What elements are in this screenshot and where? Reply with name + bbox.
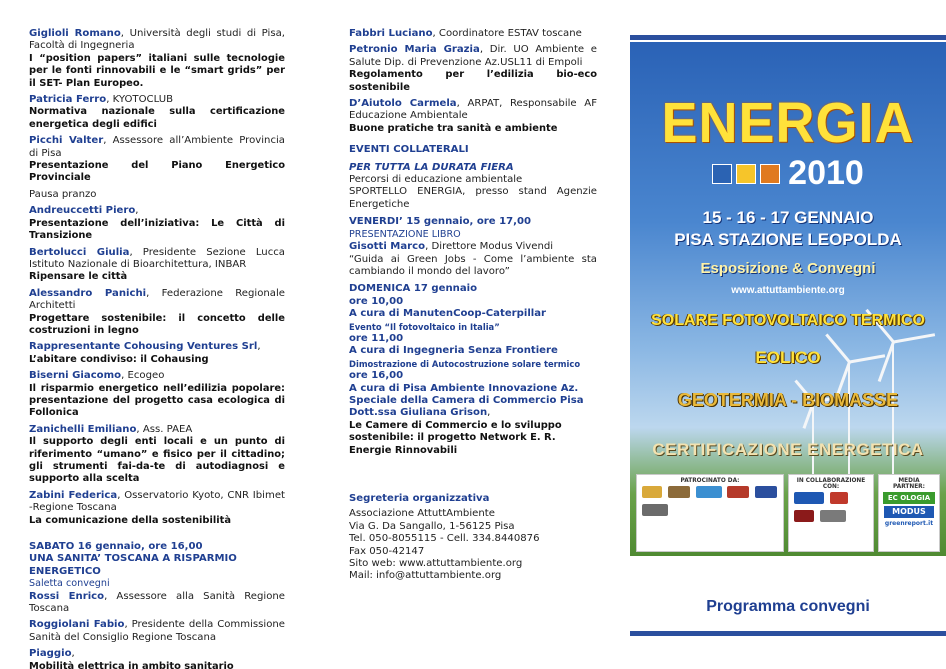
speaker-line: [349, 98, 597, 123]
speaker-entry: [29, 619, 285, 644]
fiera-line: Percorsi di educazione ambientale: [349, 174, 523, 186]
coat-of-arms-icon: [642, 486, 662, 498]
saturday-room: Saletta convegni: [29, 578, 110, 590]
contact-line[interactable]: Sito web: www.attuttambiente.org: [349, 558, 523, 570]
talk-title: Normativa nazionale sulla certificazione energetica degli edifici: [29, 106, 285, 130]
cover-website[interactable]: www.attuttambiente.org: [731, 285, 845, 296]
speaker-entry: [29, 591, 285, 616]
speaker-role: , Assessore alla Sanità Regione Toscana: [29, 590, 286, 615]
patrocinio-label: PATROCINATO DA:: [680, 478, 740, 484]
sunday-heading: DOMENICA 17 gennaio: [349, 283, 478, 295]
speaker-line: [29, 591, 285, 616]
contact-line: Associazione AttuttAmbiente: [349, 508, 495, 520]
slot-time: ore 10,00: [349, 295, 404, 307]
speaker-line: [349, 44, 597, 69]
patrocinio-box: [636, 474, 784, 552]
speaker-entry: [29, 247, 285, 284]
slot-detail: Evento “Il fotovoltaico in Italia”: [349, 321, 500, 332]
speaker-role: ,: [135, 205, 139, 217]
speaker-entry: [349, 98, 597, 135]
partner-logo-icon: [794, 510, 814, 522]
speaker-line: [29, 288, 285, 313]
talk-title: Mobilità elettrica in ambito sanitario: [29, 660, 234, 669]
book-title: “Guida ai Green Jobs - Come l’ambiente sta cambiando il mondo del lavoro”: [349, 253, 597, 277]
cover-year: 2010: [788, 154, 864, 192]
contact-line[interactable]: Mail: info@attuttambiente.org: [349, 570, 502, 582]
talk-title: I “position papers” italiani sulle tecnologie per le fonti rinnovabili e le “smart grids” per il SET- Plan Europeo.: [29, 52, 285, 89]
speaker-entry: [29, 135, 285, 185]
speaker-line: [349, 407, 597, 419]
turbine-blade: [893, 333, 935, 343]
cover-place: PISA STAZIONE LEOPOLDA: [674, 230, 902, 249]
speaker-line: [29, 619, 285, 644]
talk-title: La comunicazione della sostenibilità: [29, 514, 231, 526]
talk-title: Le Camere di Commercio e lo sviluppo sostenibile: il progetto Network E. R. Energie Rinnovabili: [349, 419, 562, 456]
ecologia-logo: EC OLOGIA: [883, 492, 935, 504]
speaker-line: [29, 205, 285, 217]
speaker-entry: [29, 205, 285, 242]
cover-year-row: [630, 154, 946, 193]
speaker-line: [349, 241, 597, 253]
speaker-name: Rossi Enrico: [29, 590, 105, 602]
speaker-line: [29, 370, 285, 382]
pause-label: Pausa pranzo: [29, 188, 97, 200]
topic-eolico: EOLICO: [755, 348, 821, 367]
speaker-name: Bertolucci Giulia: [29, 246, 130, 258]
speaker-line: [29, 648, 285, 660]
topic-geotermia: GEOTERMIA - BIOMASSE: [677, 390, 899, 410]
slot-time: ore 11,00: [349, 332, 404, 344]
wind-icon: [712, 164, 732, 184]
talk-title: Il risparmio energetico nell’edilizia popolare: presentazione del progetto casa ecologica di Follonica: [29, 382, 285, 419]
speaker-name: Zabini Federica: [29, 489, 118, 501]
speaker-line: [29, 135, 285, 160]
talk-title: Presentazione dell’iniziativa: Le Città di Transizione: [29, 217, 285, 242]
speaker-role: ,: [487, 407, 491, 419]
speaker-entry: [29, 424, 285, 486]
speaker-line: [29, 247, 285, 272]
cover-expo: Esposizione & Convegni: [700, 260, 876, 277]
cover-top-rule: [630, 35, 946, 40]
slot-organizer: A cura di ManutenCoop-Caterpillar: [349, 308, 547, 320]
speaker-entry: [29, 94, 285, 131]
slot-time: ore 16,00: [349, 370, 404, 382]
acb-logo-icon: [755, 486, 777, 498]
speaker-name: Roggiolani Fabio: [29, 619, 125, 631]
speaker-role: , Direttore Modus Vivendi: [425, 241, 554, 253]
camera-commercio-logo-icon: [642, 504, 668, 516]
topic-solar: SOLARE FOTOVOLTAICO TERMICO: [651, 312, 925, 329]
cover-panel: [630, 42, 946, 556]
media-partner-label: MEDIA PARTNER:: [893, 478, 925, 490]
speaker-entry: [29, 288, 285, 338]
speaker-role: , Dir. UO Ambiente e Salute Dip. di Prevenzione Az.USL11 di Empoli: [349, 44, 597, 68]
speaker-name: Petronio Maria Grazia: [349, 44, 480, 56]
speaker-role: , Osservatorio Kyoto, CNR Ibimet -Regione Toscana: [29, 489, 285, 514]
speaker-name: Fabbri Luciano: [349, 28, 433, 39]
cover-bottom-rule: [630, 631, 946, 636]
segreteria-heading: Segreteria organizzativa: [349, 493, 490, 504]
media-partner-box: [878, 474, 940, 552]
speaker-name: Rappresentante Cohousing Ventures Srl: [29, 341, 258, 353]
contact-line: Via G. Da Sangallo, 1-56125 Pisa: [349, 520, 515, 532]
fiera-heading: PER TUTTA LA DURATA FIERA: [349, 161, 514, 173]
eventi-heading: EVENTI COLLATERALI: [349, 144, 469, 156]
sponsor-logos: [636, 474, 940, 552]
friday-sub: PRESENTAZIONE LIBRO: [349, 228, 461, 240]
cover-title: ENERGIA: [661, 91, 915, 155]
speaker-role: , Ecogeo: [121, 370, 165, 382]
saturday-subtitle: UNA SANITA’ TOSCANA A RISPARMIO ENERGETICO: [29, 553, 237, 577]
sun-icon: [736, 164, 756, 184]
talk-title: Progettare sostenibile: il concetto delle costruzioni in legno: [29, 312, 285, 336]
speaker-role: , Federazione Regionale Architetti: [29, 287, 285, 312]
speaker-role: , Presidente della Commissione Sanità del Consiglio Regione Toscana: [29, 619, 285, 643]
partner-logo-icon: [820, 510, 846, 522]
talk-title: L’abitare condiviso: il Cohausing: [29, 353, 209, 365]
speaker-role: , KYOTOCLUB: [106, 94, 174, 106]
modus-logo: MODUS: [884, 506, 934, 518]
speaker-name: Patricia Ferro: [29, 94, 107, 106]
greenreport-logo: greenreport.it: [884, 520, 934, 527]
kyotoclub-logo-icon: [696, 486, 722, 498]
cover-dates: 15 - 16 - 17 GENNAIO: [702, 208, 874, 227]
contact-line: Tel. 050-8055115 - Cell. 334.8440876: [349, 533, 540, 545]
speaker-entry: [29, 370, 285, 420]
talk-title: Ripensare le città: [29, 271, 128, 283]
topic-certificazione: CERTIFICAZIONE ENERGETICA: [652, 440, 924, 459]
slot-organizer: A cura di Pisa Ambiente Innovazione Az. Speciale della Camera di Commercio Pisa: [349, 382, 584, 406]
speaker-name: D’Aiutolo Carmela: [349, 98, 457, 110]
fiera-line: SPORTELLO ENERGIA, presso stand Agenzie Energetiche: [349, 186, 597, 210]
ministry-logo-icon: [668, 486, 690, 498]
speaker-entry: [29, 189, 285, 201]
talk-title: Presentazione del Piano Energetico Provinciale: [29, 160, 285, 184]
speaker-line: [29, 424, 285, 436]
speaker-role: , Ass. PAEA: [136, 423, 193, 435]
speaker-entry: [29, 341, 285, 366]
speaker-entry: [29, 490, 285, 527]
heat-icon: [760, 164, 780, 184]
speaker-entry: [29, 648, 285, 669]
programma-convegni-title: Programma convegni: [706, 598, 870, 615]
speaker-role: , Presidente Sezione Lucca Istituto Nazionale di Bioarchitettura, INBAR: [29, 246, 285, 270]
speaker-name: Andreuccetti Piero: [29, 205, 136, 217]
talk-title: Il supporto degli enti locali e un punto di riferimento “umano” e fisico per il cittadino; gli strumenti fai-da-te di autodiagnosi e supporto alla scelta: [29, 436, 285, 485]
speaker-name: Picchi Valter: [29, 135, 104, 147]
speaker-entry: [349, 28, 597, 40]
speaker-name: Dott.ssa Giuliana Grison: [349, 407, 488, 419]
collaborazione-box: [788, 474, 874, 552]
program-column-1: [29, 28, 285, 669]
slot-organizer: A cura di Ingegneria Senza Frontiere: [349, 345, 558, 357]
saturday-heading: SABATO 16 gennaio, ore 16,00: [29, 541, 203, 553]
collaborazione-label: IN COLLABORAZIONE CON:: [796, 478, 866, 490]
spacer: [29, 531, 285, 541]
speaker-name: Piaggio: [29, 648, 72, 660]
speaker-role: , ARPAT, Responsabile AF Educazione Ambientale: [349, 98, 597, 122]
comune-logo-icon: [727, 486, 749, 498]
contact-line: Fax 050-42147: [349, 545, 425, 557]
slot-detail: Dimostrazione di Autocostruzione solare termico: [349, 358, 581, 369]
speaker-entry: [349, 44, 597, 94]
speaker-role: ,: [257, 341, 261, 353]
regione-toscana-logo-icon: [830, 492, 848, 504]
talk-title: Regolamento per l’edilizia bio-eco sostenibile: [349, 69, 597, 93]
speaker-role: , Coordinatore ESTAV toscane: [432, 28, 582, 39]
speaker-role: , Assessore all’Ambiente Provincia di Pisa: [29, 135, 285, 159]
speaker-name: Biserni Giacomo: [29, 370, 122, 382]
speaker-line: [29, 94, 285, 106]
manutencoop-logo-icon: [794, 492, 824, 504]
friday-heading: VENERDI’ 15 gennaio, ore 17,00: [349, 216, 532, 228]
speaker-name: Giglioli Romano: [29, 28, 121, 39]
speaker-name: Gisotti Marco: [349, 241, 426, 253]
speaker-line: [349, 28, 597, 40]
speaker-name: Zanichelli Emiliano: [29, 423, 137, 435]
talk-title: Buone pratiche tra sanità e ambiente: [349, 122, 558, 134]
spacer: [349, 457, 597, 493]
program-column-2: [349, 28, 597, 583]
speaker-name: Alessandro Panichi: [29, 287, 147, 299]
speaker-role: , Università degli studi di Pisa, Facoltà di Ingegneria: [29, 28, 286, 52]
speaker-line: [29, 490, 285, 515]
speaker-role: ,: [71, 648, 75, 660]
speaker-line: [29, 341, 285, 353]
speaker-entry: [29, 28, 285, 90]
speaker-line: [29, 28, 285, 53]
